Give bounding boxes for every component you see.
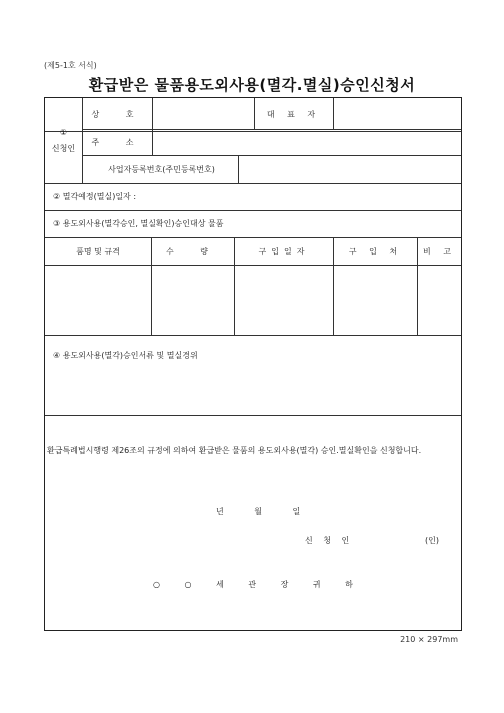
- declaration-text: 환급특례법시행령 제26조의 규정에 의하여 환급받은 물품의 용도외사용(멸각) 승인.멸실확인을 신청합니다.: [47, 446, 422, 455]
- vline-applicant-label: [82, 98, 83, 183]
- goods-header-remarks: 비 고: [423, 247, 456, 256]
- rule-item4-end: [45, 415, 461, 416]
- applicant-section-label: 신청인: [51, 144, 76, 153]
- goods-header-vendor: 구 입 처: [348, 247, 403, 256]
- form-title: 환급받은 물품용도외사용(멸각.멸실)승인신청서: [88, 76, 416, 94]
- addressee: ○ ○ 세 관 장 귀 하: [153, 580, 353, 589]
- trade-name-label: 상 호: [91, 110, 146, 119]
- application-form: [44, 97, 462, 631]
- seal-label: (인): [425, 536, 439, 545]
- address-label: 주 소: [91, 138, 146, 147]
- applicant-sign-label: 신 청 인: [305, 536, 354, 545]
- rule-applicant-end: [45, 131, 461, 132]
- goods-header-date: 구입일자: [258, 247, 310, 256]
- representative-value[interactable]: [334, 109, 460, 123]
- rule-row4: [45, 210, 461, 211]
- rule-row1: [82, 129, 461, 130]
- applicant-section-num: ①: [59, 128, 68, 137]
- item4-label: ④ 용도외사용(멸각)승인서류 및 멸실경위: [53, 351, 198, 360]
- item2-label: ② 멸각예정(멸실)일자 :: [53, 192, 137, 201]
- business-reg-value[interactable]: [239, 164, 459, 178]
- item3-label: ③ 용도외사용(멸각승인, 멸실확인)승인대상 물품: [53, 219, 224, 228]
- rule-row2: [82, 155, 461, 156]
- rule-row5: [45, 237, 461, 238]
- rule-goods-end: [45, 335, 461, 336]
- rule-row3: [45, 183, 461, 184]
- form-number: (제5-1호 서식): [44, 61, 97, 70]
- business-reg-label: 사업자등록번호(주민등록번호): [108, 165, 215, 174]
- rule-goods-header: [45, 265, 461, 266]
- address-value[interactable]: [153, 137, 453, 151]
- representative-label: 대 표 자: [266, 110, 321, 119]
- date-line: 년 월 일: [216, 507, 301, 516]
- goods-header-name: 품명 및 규격: [76, 247, 120, 256]
- trade-name-value[interactable]: [153, 109, 253, 123]
- goods-header-qty: 수 량: [166, 247, 220, 256]
- paper-size-note: 210 × 297mm: [400, 635, 458, 644]
